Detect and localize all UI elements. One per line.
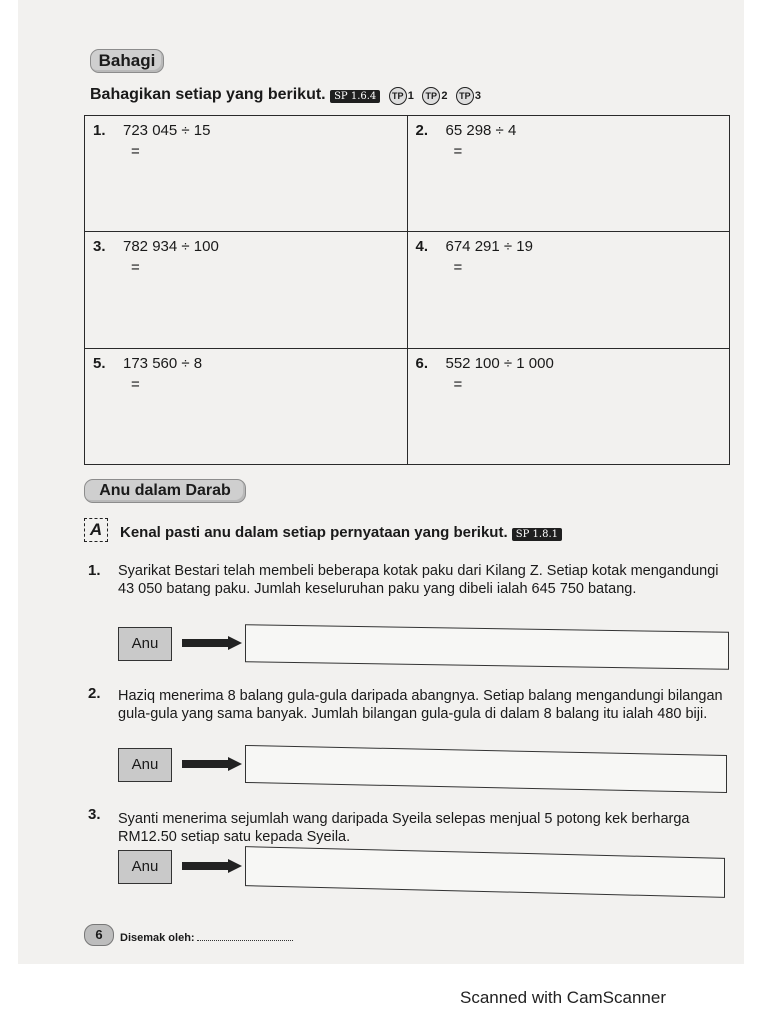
problem-text: Haziq menerima 8 balang gula-gula daripada abangnya. Setiap balang mengandungi bilangan gula-gula yang sama banyak. Jumlah bilangan gula-gula di dalam 8 balang itu ialah 480 biji. xyxy=(118,688,723,722)
problem-text: Syarikat Bestari telah membeli beberapa kotak paku dari Kilang Z. Setiap kotak mengandungi 43 050 batang paku. Jumlah keseluruhan paku yang dibeli ialah 645 750 batang. xyxy=(118,563,719,597)
anu-label: Anu xyxy=(118,627,172,661)
instruction-text: Bahagikan setiap yang berikut. xyxy=(90,86,326,103)
division-grid xyxy=(84,115,730,465)
sp-badge: SP 1.8.1 xyxy=(512,528,562,541)
arrow-right-icon xyxy=(182,757,242,771)
instruction-text: Kenal pasti anu dalam setiap pernyataan yang berikut. xyxy=(120,524,508,541)
page-number: 6 xyxy=(84,924,114,946)
problem-number: 3. xyxy=(88,806,101,823)
tp-1-icon: TP 1 xyxy=(389,87,414,105)
question-cell-4[interactable]: 4. 674 291 ÷ 19 = xyxy=(407,232,730,348)
question-cell-5[interactable]: 5. 173 560 ÷ 8 = xyxy=(85,348,408,464)
problem-text: Syanti menerima sejumlah wang daripada Syeila selepas menjual 5 potong kek berharga RM12.50 setiap satu kepada Syeila. xyxy=(118,811,690,845)
instruction-anu xyxy=(120,524,562,541)
question-cell-2[interactable]: 2. 65 298 ÷ 4 = xyxy=(407,116,730,232)
question-cell-1[interactable]: 1. 723 045 ÷ 15 = xyxy=(85,116,408,232)
checked-by-line: Disemak oleh: xyxy=(120,932,293,944)
section-title-anu-dalam-darab: Anu dalam Darab xyxy=(84,479,246,503)
arrow-right-icon xyxy=(182,859,242,873)
arrow-right-icon xyxy=(182,636,242,650)
sp-badge: SP 1.6.4 xyxy=(330,90,380,103)
problem-number: 1. xyxy=(88,562,101,579)
scanner-watermark: Scanned with CamScanner xyxy=(460,988,667,1007)
instruction-bahagi xyxy=(90,86,481,105)
anu-label: Anu xyxy=(118,748,172,782)
section-title-bahagi: Bahagi xyxy=(90,49,164,73)
anu-label: Anu xyxy=(118,850,172,884)
answer-box-1[interactable] xyxy=(245,624,729,670)
problem-number: 2. xyxy=(88,685,101,702)
question-cell-6[interactable]: 6. 552 100 ÷ 1 000 = xyxy=(407,348,730,464)
part-a-marker: A xyxy=(84,518,108,542)
tp-3-icon: TP 3 xyxy=(456,87,481,105)
tp-2-icon: TP 2 xyxy=(422,87,447,105)
question-cell-3[interactable]: 3. 782 934 ÷ 100 = xyxy=(85,232,408,348)
